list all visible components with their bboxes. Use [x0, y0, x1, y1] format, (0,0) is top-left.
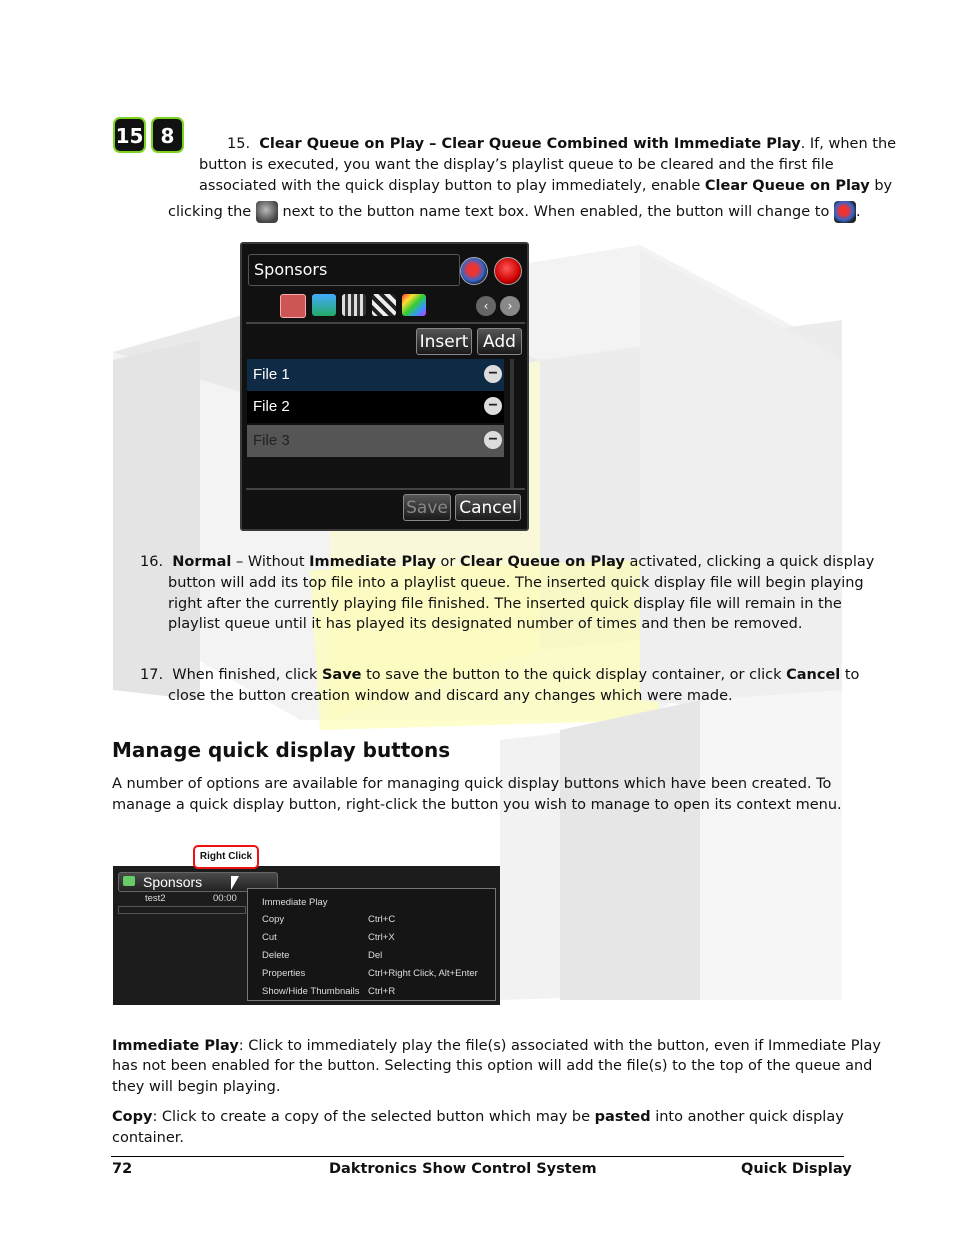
- section-heading: Manage quick display buttons: [112, 738, 451, 762]
- def-text: into another quick display: [650, 1109, 844, 1125]
- context-menu-screenshot: [113, 844, 500, 1005]
- menu-item-delete[interactable]: Delete: [262, 950, 290, 961]
- image-icon[interactable]: [312, 294, 336, 316]
- item16-line4: playlist queue until it has played its designated number of times and then be removed.: [168, 616, 803, 632]
- def-immediate-play-term: Immediate Play: [112, 1038, 239, 1054]
- badge-15: 15: [113, 117, 146, 153]
- item16-line3: right after the currently playing file finished. The inserted quick display file will remain in the: [168, 596, 842, 612]
- menu-item-copy[interactable]: Copy: [262, 914, 285, 925]
- menu-item-properties[interactable]: Properties: [262, 968, 306, 979]
- item16-bold-ip: Immediate Play: [309, 554, 436, 570]
- button-progress-track: [118, 906, 246, 914]
- button-file-time: 00:00: [213, 893, 237, 904]
- item15-line2: button is executed, you want the display’s playlist queue to be cleared and the first file: [199, 157, 834, 173]
- item17-bold-save: Save: [321, 667, 362, 683]
- chevron-left-icon[interactable]: ‹: [476, 296, 496, 316]
- file-row-label: File 2: [253, 398, 290, 415]
- item17-text: When finished, click: [172, 667, 322, 683]
- right-click-callout: Right Click: [193, 845, 259, 869]
- button-folder-icon: [123, 876, 135, 886]
- clear-queue-on-icon[interactable]: [460, 257, 488, 285]
- item15-line4: [168, 200, 861, 224]
- def-copy-line2: container.: [112, 1130, 184, 1146]
- item15-line3-bold: Clear Queue on Play: [704, 178, 870, 194]
- item15-line4-text: clicking the: [168, 204, 252, 220]
- file-row-3[interactable]: [247, 425, 504, 457]
- quick-display-button-label: Sponsors: [143, 874, 203, 890]
- menu-item-immediate-play[interactable]: Immediate Play: [262, 897, 328, 908]
- def-immediate-play-line3: they will begin playing.: [112, 1079, 281, 1095]
- remove-icon[interactable]: −: [484, 431, 502, 449]
- cancel-button[interactable]: Cancel: [455, 494, 521, 521]
- screenshot-top-area: [113, 844, 500, 866]
- def-immediate-play-line1: [112, 1036, 881, 1056]
- menu-shortcut-copy: Ctrl+C: [368, 914, 396, 925]
- insert-button[interactable]: Insert: [416, 328, 472, 355]
- scrollbar[interactable]: [510, 359, 514, 489]
- clear-queue-on-icon: [834, 201, 856, 223]
- quick-display-queue-window: [240, 242, 529, 531]
- mouse-cursor-icon: [231, 876, 239, 890]
- def-text: : Click to immediately play the file(s) associated with the button, even if Immediate Play: [238, 1038, 882, 1054]
- folder-icon[interactable]: [280, 294, 306, 318]
- file-row-label: File 3: [253, 432, 290, 449]
- item15-line4-mid: next to the button name text box. When enabled, the button will change to: [282, 204, 830, 220]
- item17-text: to: [840, 667, 860, 683]
- menu-shortcut-cut: Ctrl+X: [368, 932, 395, 943]
- menu-shortcut-properties: Ctrl+Right Click, Alt+Enter: [368, 968, 478, 979]
- item16-bold-cq: Clear Queue on Play: [460, 554, 625, 570]
- item15-title: Clear Queue on Play – Clear Queue Combined with Immediate Play: [259, 136, 801, 152]
- def-text: : Click to create a copy of the selected button which may be: [152, 1109, 595, 1125]
- item15-line3: [199, 176, 892, 196]
- item15-line1: [227, 134, 896, 154]
- item17-bold-cancel: Cancel: [786, 667, 841, 683]
- add-button[interactable]: Add: [477, 328, 522, 355]
- item17-number: 17.: [140, 667, 164, 683]
- footer-rule: [111, 1156, 844, 1157]
- item16-line2: button will add its top file into a playlist queue. The inserted quick display file will begin playing: [168, 575, 864, 591]
- def-copy-term: Copy: [112, 1109, 153, 1125]
- item16-bold-normal: Normal: [172, 554, 232, 570]
- immediate-play-icon[interactable]: [494, 257, 522, 285]
- item16-text: activated, clicking a quick display: [624, 554, 875, 570]
- file-row-label: File 1: [253, 366, 290, 383]
- item16-text: – Without: [231, 554, 310, 570]
- footer-title: Daktronics Show Control System: [329, 1161, 597, 1177]
- item15-line4-end: .: [855, 204, 861, 220]
- save-button[interactable]: Save: [403, 494, 451, 521]
- item16-line1: [140, 552, 874, 572]
- footer-section: Quick Display: [741, 1161, 852, 1177]
- item15-line1-text: . If, when the: [800, 136, 897, 152]
- clapperboard-icon[interactable]: [372, 294, 396, 316]
- def-copy-bold-pasted: pasted: [594, 1109, 651, 1125]
- item15-line3-text: associated with the quick display button to play immediately, enable: [199, 178, 705, 194]
- menu-item-show-hide-thumbnails[interactable]: Show/Hide Thumbnails: [262, 986, 360, 997]
- clear-queue-off-icon: [256, 201, 278, 223]
- film-strip-icon[interactable]: [342, 294, 366, 316]
- color-palette-icon[interactable]: [402, 294, 426, 316]
- footer-page-number: 72: [112, 1161, 133, 1177]
- menu-item-cut[interactable]: Cut: [262, 932, 277, 943]
- item16-number: 16.: [140, 554, 164, 570]
- section-para-line1: A number of options are available for managing quick display buttons which have been created. To: [112, 776, 832, 792]
- item15-line3-post: by: [869, 178, 893, 194]
- menu-shortcut-delete: Del: [368, 950, 383, 961]
- def-copy-line1: [112, 1107, 844, 1127]
- item17-text: to save the button to the quick display container, or click: [361, 667, 787, 683]
- context-menu: [247, 888, 496, 1001]
- item17-line1: [140, 665, 859, 685]
- def-immediate-play-line2: has not been enabled for the button. Selecting this option will add the file(s) to the top of the queue and: [112, 1058, 873, 1074]
- remove-icon[interactable]: −: [484, 365, 502, 383]
- item15-number: 15.: [227, 136, 251, 152]
- footer-divider: [246, 488, 525, 490]
- toolbar-divider: [246, 322, 525, 324]
- section-para-line2: manage a quick display button, right-click the button you wish to manage to open its context menu.: [112, 797, 842, 813]
- button-name-field[interactable]: Sponsors: [248, 254, 460, 286]
- item17-line2: close the button creation window and discard any changes which were made.: [168, 688, 733, 704]
- button-file-name: test2: [145, 893, 166, 904]
- file-row-2[interactable]: [247, 391, 504, 423]
- remove-icon[interactable]: −: [484, 397, 502, 415]
- item16-text: or: [435, 554, 461, 570]
- menu-shortcut-thumbnails: Ctrl+R: [368, 986, 396, 997]
- chevron-right-icon[interactable]: ›: [500, 296, 520, 316]
- file-row-1[interactable]: [247, 359, 504, 391]
- badge-8: 8: [151, 117, 184, 153]
